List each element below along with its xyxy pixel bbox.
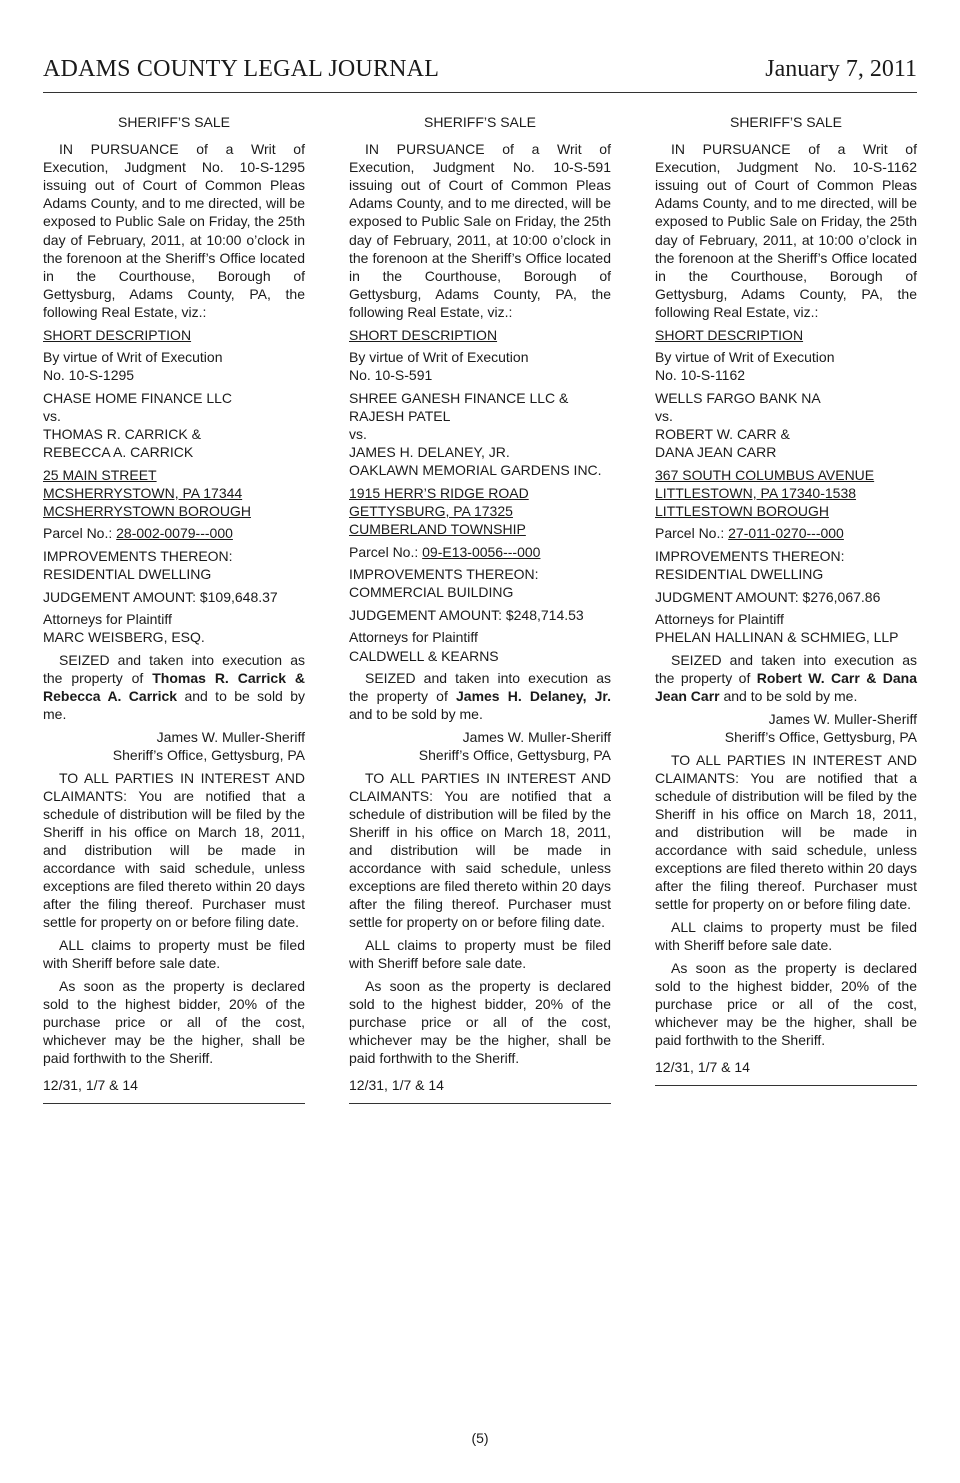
improvements-block <box>349 565 611 601</box>
seized-text-end: and to be sold by me. <box>349 706 483 723</box>
plaintiff-line: WELLS FARGO BANK NA <box>655 389 821 406</box>
improvements-block <box>43 547 305 583</box>
seized-statement <box>349 669 611 723</box>
improvements-label: IMPROVEMENTS THEREON: <box>655 548 845 565</box>
sheriff-sale-notice-1 <box>43 113 305 1104</box>
sheriff-signature <box>43 728 305 764</box>
claims-notice: ALL claims to property must be filed with Sheriff before sale date. <box>43 936 305 972</box>
claims-notice: ALL claims to property must be filed with Sheriff before sale date. <box>349 936 611 972</box>
property-owner: James H. Delaney, Jr. <box>456 688 611 705</box>
sheriff-sale-notice-3 <box>655 113 917 1086</box>
attorneys-name: CALDWELL & KEARNS <box>349 647 499 664</box>
page-number: (5) <box>471 1430 489 1446</box>
parties-block <box>43 389 305 461</box>
address-line: CUMBERLAND TOWNSHIP <box>349 520 526 537</box>
seized-text: SEIZED and taken into execution as the property of <box>43 652 305 687</box>
parties-notice: TO ALL PARTIES IN INTEREST AND CLAIMANTS: You are notified that a schedule of distribution will be filed by the Sheriff in his office on March 18, 2011, and distribution will be made in accordance with said schedule, unless exceptions are filed thereto within 20 days after the filing thereof. Purchaser must settle for property on or before filing date. <box>43 769 305 931</box>
bidder-notice: As soon as the property is declared sold to the highest bidder, 20% of the purchase price or all of the cost, whichever may be the higher, shall be paid forthwith to the Sheriff. <box>655 959 917 1048</box>
attorneys-label: Attorneys for Plaintiff <box>43 611 172 628</box>
divider <box>655 1085 917 1086</box>
writ-block <box>349 348 611 384</box>
parcel-label: Parcel No.: <box>349 543 423 560</box>
attorneys-label: Attorneys for Plaintiff <box>655 611 784 628</box>
short-description-label: SHORT DESCRIPTION <box>349 326 498 343</box>
writ-block <box>655 348 917 384</box>
judgment-amount: JUDGEMENT AMOUNT: $248,714.53 <box>349 606 584 623</box>
attorneys-block <box>655 610 917 646</box>
parties-notice: TO ALL PARTIES IN INTEREST AND CLAIMANTS: You are notified that a schedule of distribution will be filed by the Sheriff in his office on March 18, 2011, and distribution will be made in accordance with said schedule, unless exceptions are filed thereto within 20 days after the filing thereof. Purchaser must settle for property on or before filing date. <box>655 751 917 913</box>
seized-text: SEIZED and taken into execution as the property of <box>349 670 611 705</box>
attorneys-name: MARC WEISBERG, ESQ. <box>43 629 205 646</box>
bidder-notice: As soon as the property is declared sold to the highest bidder, 20% of the purchase price or all of the cost, whichever may be the higher, shall be paid forthwith to the Sheriff. <box>43 977 305 1066</box>
property-address <box>349 484 611 538</box>
notice-heading: SHERIFF’S SALE <box>729 114 843 130</box>
divider <box>349 1103 611 1104</box>
improvements-label: IMPROVEMENTS THEREON: <box>349 566 539 583</box>
parcel-line <box>349 543 611 561</box>
attorneys-block <box>43 610 305 646</box>
sheriff-office: Sheriff’s Office, Gettysburg, PA <box>112 747 305 763</box>
address-line: MCSHERRYSTOWN, PA 17344 <box>43 484 243 501</box>
notice-intro: IN PURSUANCE of a Writ of Execution, Judgment No. 10-S-1295 issuing out of Court of Common Pleas Adams County, and to me directed, will be exposed to Public Sale on Friday, the 25th day of February, 2011, at 10:00 o’clock in the forenoon at the Sheriff’s Office located in the Courthouse, Borough of Gettysburg, Adams County, PA, the following Real Estate, viz.: <box>43 141 306 320</box>
address-line: 1915 HERR’S RIDGE ROAD <box>349 484 529 501</box>
property-owner: Thomas R. Carrick & Rebecca A. Carrick <box>43 670 305 705</box>
parties-notice: TO ALL PARTIES IN INTEREST AND CLAIMANTS: You are notified that a schedule of distribution will be filed by the Sheriff in his office on March 18, 2011, and distribution will be made in accordance with said schedule, unless exceptions are filed thereto within 20 days after the filing thereof. Purchaser must settle for property on or before filing date. <box>349 769 611 931</box>
sheriff-signature <box>349 728 611 764</box>
seized-text-end: and to be sold by me. <box>43 688 306 723</box>
judgment-amount: JUDGEMENT AMOUNT: $109,648.37 <box>43 588 278 605</box>
sheriff-office: Sheriff’s Office, Gettysburg, PA <box>724 728 917 745</box>
seized-statement <box>43 651 305 723</box>
notice-intro: IN PURSUANCE of a Writ of Execution, Judgment No. 10-S-591 issuing out of Court of Common Pleas Adams County, and to me directed, will be exposed to Public Sale on Friday, the 25th day of February, 2011, at 10:00 o’clock in the forenoon at the Sheriff’s Office located in the Courthouse, Borough of Gettysburg, Adams County, PA, the following Real Estate, viz.: <box>349 141 612 320</box>
writ-block <box>43 348 305 384</box>
plaintiff-line: CHASE HOME FINANCE LLC <box>43 389 233 406</box>
sheriff-signature <box>655 710 917 746</box>
run-dates: 12/31, 1/7 & 14 <box>349 1077 444 1094</box>
sheriff-name: James W. Muller-Sheriff <box>462 728 611 745</box>
parties-block <box>349 389 611 479</box>
issue-date: January 7, 2011 <box>765 56 917 82</box>
versus: vs. <box>43 407 61 424</box>
defendant-line: ROBERT W. CARR & <box>655 426 790 442</box>
sheriff-name: James W. Muller-Sheriff <box>768 710 917 727</box>
address-line: MCSHERRYSTOWN BOROUGH <box>43 502 251 519</box>
address-line: LITTLESTOWN, PA 17340-1538 <box>655 484 857 501</box>
improvements-value: COMMERCIAL BUILDING <box>349 584 514 601</box>
short-description-label: SHORT DESCRIPTION <box>43 326 192 343</box>
plaintiff-line: SHREE GANESH FINANCE LLC & <box>349 389 569 406</box>
bidder-notice: As soon as the property is declared sold to the highest bidder, 20% of the purchase price or all of the cost, whichever may be the higher, shall be paid forthwith to the Sheriff. <box>349 977 611 1066</box>
defendant-line: OAKLAWN MEMORIAL GARDENS INC. <box>349 462 602 479</box>
writ-line: By virtue of Writ of Execution <box>655 349 835 366</box>
claims-notice: ALL claims to property must be filed with Sheriff before sale date. <box>655 918 917 953</box>
improvements-value: RESIDENTIAL DWELLING <box>655 566 824 583</box>
property-owner: Robert W. Carr & Dana Jean Carr <box>655 670 917 705</box>
parcel-line <box>655 524 917 542</box>
writ-number: No. 10-S-1162 <box>655 367 746 384</box>
sheriff-sale-notice-2 <box>349 113 611 1104</box>
seized-text-end: and to be sold by me. <box>719 688 858 705</box>
versus: vs. <box>349 426 367 442</box>
attorneys-name: PHELAN HALLINAN & SCHMIEG, LLP <box>655 629 899 646</box>
seized-text: SEIZED and taken into execution as the property of <box>655 652 917 687</box>
address-line: LITTLESTOWN BOROUGH <box>655 502 829 519</box>
run-dates: 12/31, 1/7 & 14 <box>655 1059 750 1075</box>
defendant-line: JAMES H. DELANEY, JR. <box>349 444 510 461</box>
parcel-number: 09-E13-0056---000 <box>422 543 541 560</box>
versus: vs. <box>655 407 673 424</box>
property-address <box>655 466 917 520</box>
improvements-value: RESIDENTIAL DWELLING <box>43 566 212 583</box>
writ-line: By virtue of Writ of Execution <box>349 349 529 366</box>
improvements-block <box>655 547 917 583</box>
improvements-label: IMPROVEMENTS THEREON: <box>43 548 233 565</box>
attorneys-label: Attorneys for Plaintiff <box>349 629 478 646</box>
divider <box>43 1103 305 1104</box>
seized-statement <box>655 651 917 705</box>
run-dates: 12/31, 1/7 & 14 <box>43 1077 138 1094</box>
parcel-label: Parcel No.: <box>655 525 729 542</box>
writ-number: No. 10-S-591 <box>349 367 433 384</box>
notice-intro: IN PURSUANCE of a Writ of Execution, Judgment No. 10-S-1162 issuing out of Court of Common Pleas Adams County, and to me directed, will be exposed to Public Sale on Friday, the 25th day of February, 2011, at 10:00 o’clock in the forenoon at the Sheriff’s Office located in the Courthouse, Borough of Gettysburg, Adams County, PA, the following Real Estate, viz.: <box>655 141 918 320</box>
parties-block <box>655 389 917 461</box>
parcel-line <box>43 524 305 542</box>
sheriff-name: James W. Muller-Sheriff <box>156 728 305 745</box>
sheriff-office: Sheriff’s Office, Gettysburg, PA <box>418 747 611 763</box>
notice-heading: SHERIFF’S SALE <box>117 114 231 130</box>
notice-heading: SHERIFF’S SALE <box>423 114 537 130</box>
writ-number: No. 10-S-1295 <box>43 367 135 384</box>
property-address <box>43 466 305 520</box>
writ-line: By virtue of Writ of Execution <box>43 349 223 366</box>
parcel-number: 28-002-0079---000 <box>116 525 233 542</box>
attorneys-block <box>349 628 611 664</box>
plaintiff-line: RAJESH PATEL <box>349 407 451 424</box>
defendant-line: THOMAS R. CARRICK & <box>43 426 201 442</box>
address-line: 25 MAIN STREET <box>43 466 157 483</box>
short-description-label: SHORT DESCRIPTION <box>655 326 804 343</box>
judgment-amount: JUDGMENT AMOUNT: $276,067.86 <box>655 588 881 605</box>
defendant-line: REBECCA A. CARRICK <box>43 444 194 461</box>
journal-title: ADAMS COUNTY LEGAL JOURNAL <box>43 56 440 82</box>
masthead <box>43 54 917 93</box>
address-line: 367 SOUTH COLUMBUS AVENUE <box>655 466 875 483</box>
defendant-line: DANA JEAN CARR <box>655 444 777 461</box>
parcel-label: Parcel No.: <box>43 525 117 542</box>
parcel-number: 27-011-0270---000 <box>728 525 844 542</box>
address-line: GETTYSBURG, PA 17325 <box>349 502 513 519</box>
